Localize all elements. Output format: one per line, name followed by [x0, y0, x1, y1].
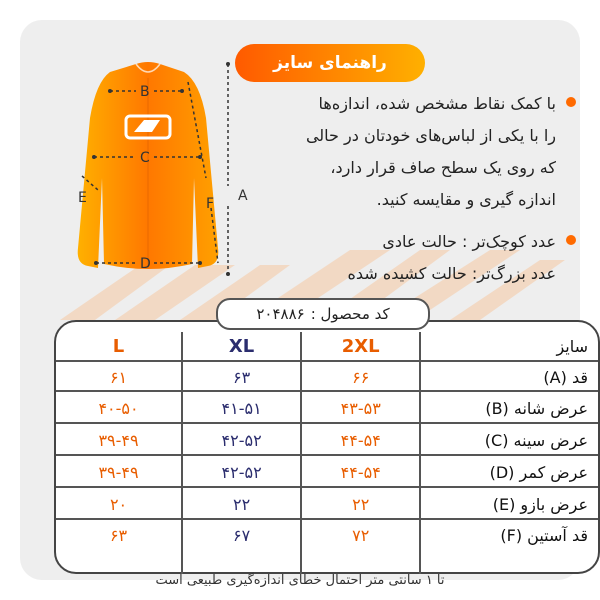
label-e: E [78, 190, 87, 206]
label-a: A [238, 188, 248, 204]
cell-2xl: ۴۳-۵۳ [300, 392, 419, 424]
cell-2xl: ۴۴-۵۴ [300, 456, 419, 488]
cell-xl: ۲۲ [181, 488, 300, 520]
label-c: C [140, 150, 150, 166]
row-label: عرض شانه (B) [419, 392, 598, 424]
size-table [54, 320, 600, 574]
table-header-row [56, 332, 598, 360]
cell-xl: ۴۱-۵۱ [181, 392, 300, 424]
cell-2xl: ۴۴-۵۴ [300, 424, 419, 456]
cell-l: ۶۱ [109, 367, 128, 387]
cell-l: ۲۰ [109, 494, 128, 514]
row-label: عرض بازو (E) [419, 488, 598, 520]
cell-l: ۴۰-۵۰ [98, 398, 139, 418]
size-guide-card [20, 20, 588, 588]
header-size-xl: XL [181, 332, 300, 360]
cell-l: ۳۹-۴۹ [98, 430, 139, 450]
cell-l: ۶۳ [109, 526, 128, 545]
instructions [260, 88, 578, 290]
row-label: عرض کمر (D) [419, 456, 598, 488]
cell-2xl: ۶۶ [300, 362, 419, 392]
product-code-value: ۲۰۴۸۸۶ [256, 305, 305, 323]
cell-xl: ۶۷ [181, 520, 300, 574]
cell-xl: ۶۳ [181, 362, 300, 392]
cell-xl: ۴۲-۵۲ [181, 456, 300, 488]
table-row [56, 360, 598, 392]
cell-l: ۳۹-۴۹ [98, 462, 139, 482]
page-title: راهنمای سایز [235, 44, 425, 82]
label-d: D [140, 256, 151, 272]
instruction-numbers: عدد کوچک‌تر : حالت عادی عدد بزرگ‌تر: حالت کشیده شده [260, 226, 578, 290]
table-row [56, 422, 598, 456]
header-size-2xl: 2XL [300, 332, 419, 360]
row-label: قد آستین (F) [419, 520, 598, 574]
cell-xl: ۴۲-۵۲ [181, 424, 300, 456]
table-row [56, 390, 598, 424]
jacket-diagram [48, 58, 248, 298]
label-b: B [140, 84, 150, 100]
product-code [216, 298, 430, 330]
instruction-measure: با کمک نقاط مشخص شده، اندازه‌ها را با یکی از لباس‌های خودتان در حالی که روی یک سطح صاف قرار دارد، اندازه گیری و مقایسه کنید. [260, 88, 578, 216]
row-label: قد (A) [419, 362, 598, 392]
table-row [56, 454, 598, 488]
table-row [56, 486, 598, 520]
row-label: عرض سینه (C) [419, 424, 598, 456]
cell-2xl: ۲۲ [300, 488, 419, 520]
product-code-label: کد محصول : [310, 305, 390, 323]
header-size-label: سایز [419, 332, 598, 360]
table-row [56, 518, 598, 574]
header-size-l: L [112, 335, 125, 357]
cell-2xl: ۷۲ [300, 520, 419, 574]
measurement-note: تا ۱ سانتی متر احتمال خطای اندازه‌گیری طبیعی است [155, 573, 445, 588]
label-f: F [206, 196, 215, 212]
